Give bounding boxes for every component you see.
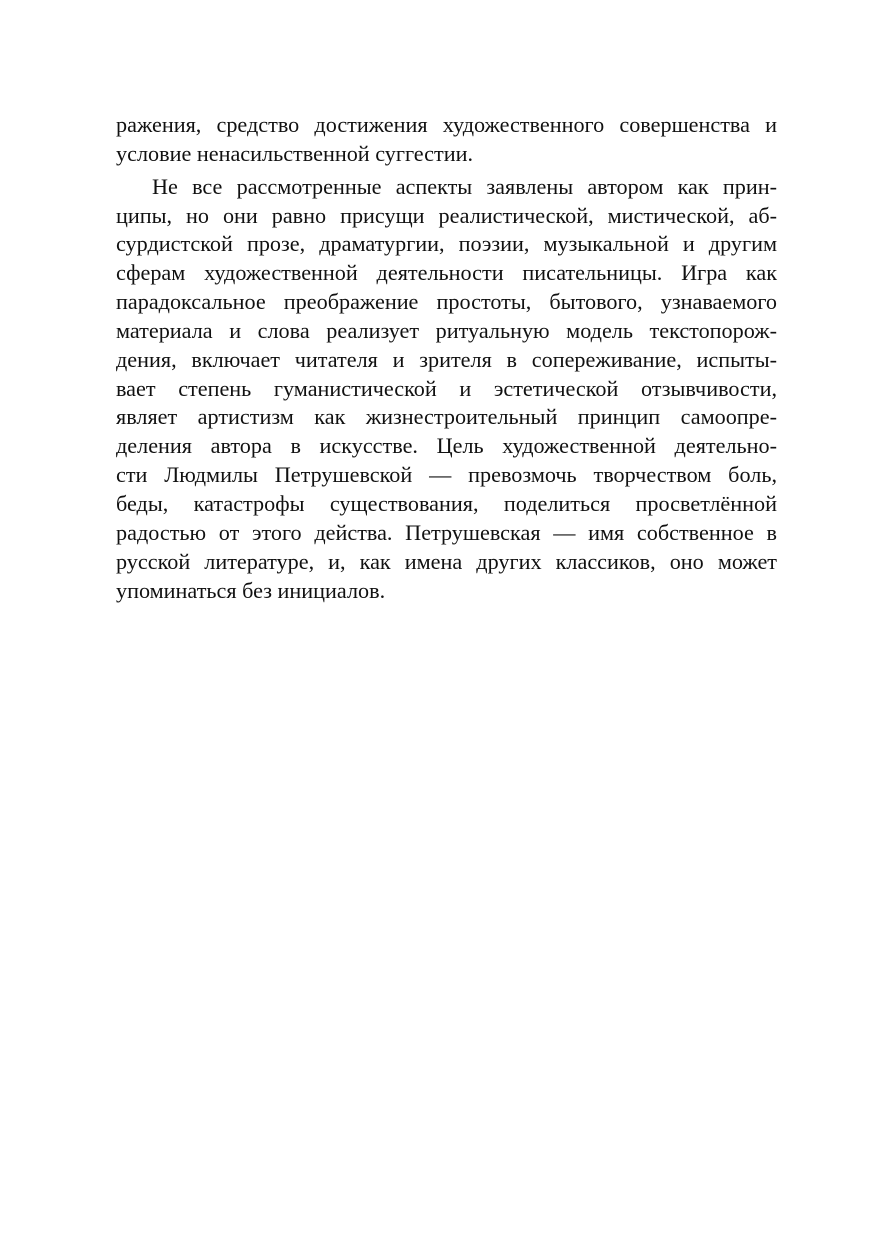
text-line: Не все рассмотренные аспекты заявлены автором как прин- [152, 173, 777, 199]
text-line: сти Людмилы Петрушевской — превозмочь творчеством боль, [116, 462, 777, 488]
text-line: дения, включает читателя и зрителя в сопереживание, испыты- [116, 346, 777, 372]
paragraph-1 [116, 111, 777, 169]
text-line: ражения, средство достижения художественного совершенства и [116, 112, 777, 137]
text-line: деления автора в искусстве. Цель художественной деятельно- [116, 433, 777, 459]
text-line: русской литературе, и, как имена других классиков, оно может [116, 548, 777, 574]
text-line: беды, катастрофы существования, поделиться просветлённой [116, 490, 777, 516]
text-line: условие ненасильственной суггестии. [116, 140, 474, 166]
text-line: являет артистизм как жизнестроительный принцип самоопре- [116, 404, 777, 430]
text-line: упоминаться без инициалов. [116, 577, 386, 603]
text-line: материала и слова реализует ритуальную модель текстопорож- [116, 317, 777, 343]
text-line: сурдистской прозе, драматургии, поэзии, музыкальной и другим [116, 231, 777, 257]
text-line: вает степень гуманистической и эстетической отзывчивости, [116, 375, 777, 401]
paragraph-2 [116, 173, 777, 606]
text-line: ципы, но они равно присущи реалистической, мистической, аб- [116, 202, 777, 228]
text-line: радостью от этого действа. Петрушевская — имя собственное в [116, 519, 777, 545]
text-line: сферам художественной деятельности писательницы. Игра как [116, 260, 777, 286]
body-text [116, 111, 777, 605]
text-line: парадоксальное преображение простоты, бытового, узнаваемого [116, 289, 777, 315]
